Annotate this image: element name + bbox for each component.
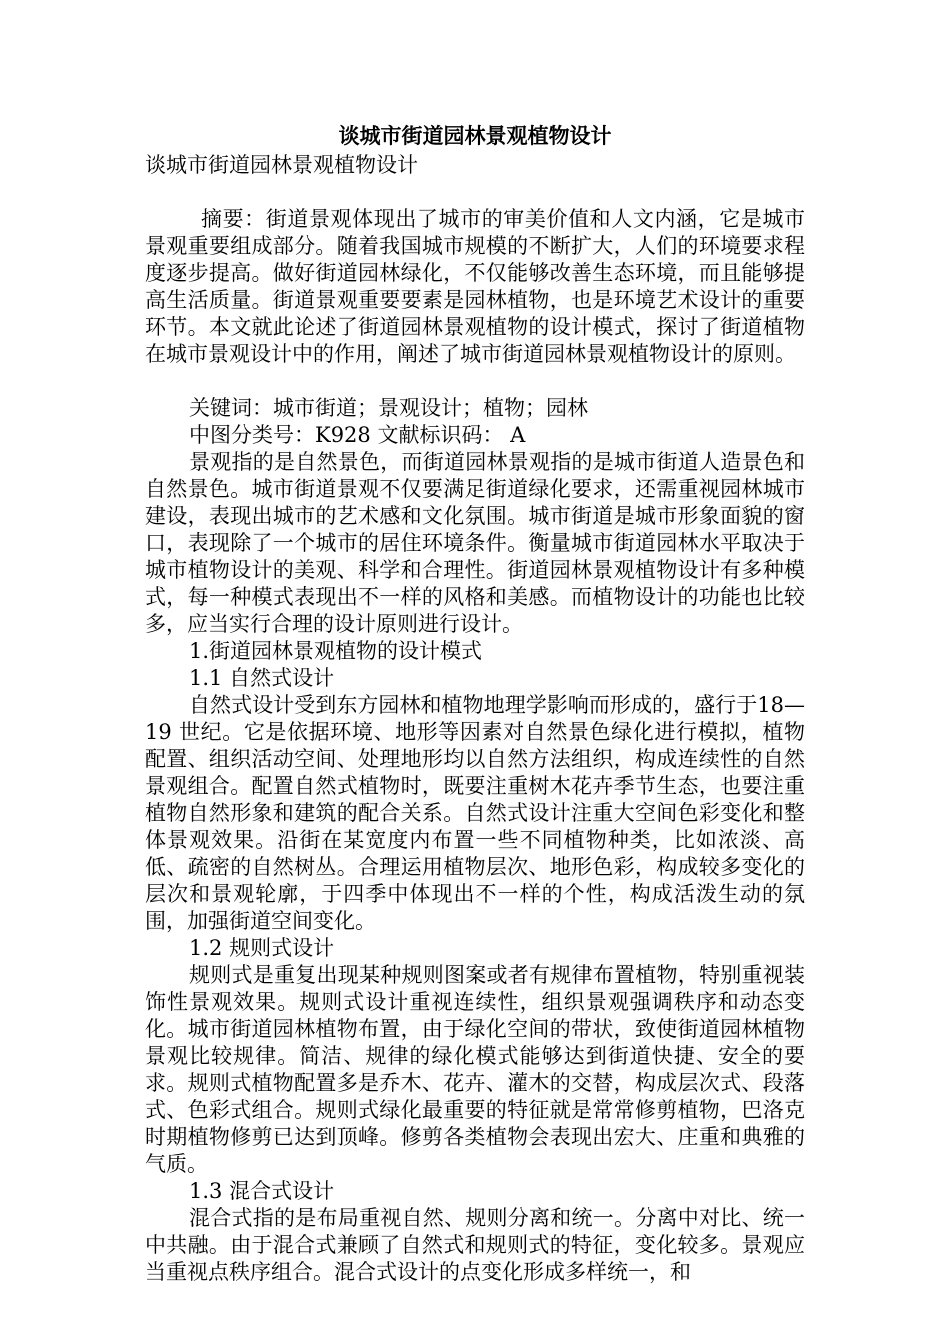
spacer	[145, 368, 805, 395]
document-subtitle: 谈城市街道园林景观植物设计	[145, 153, 418, 177]
section-heading-1: 1.街道园林景观植物的设计模式	[189, 639, 483, 663]
section-heading-1-3: 1.3 混合式设计	[189, 1179, 335, 1203]
classification-line: 中图分类号：K928 文献标识码： A	[189, 423, 526, 447]
section-1-3-body: 混合式指的是布局重视自然、规则分离和统一。分离中对比、统一中共融。由于混合式兼顾了自然式和规则式的特征，变化较多。景观应当重视点秩序组合。混合式设计的点变化形成多样统一，和	[145, 1206, 805, 1284]
section-1-2-body: 规则式是重复出现某种规则图案或者有规律布置植物，特别重视装饰性景观效果。规则式设计重视连续性，组织景观强调秩序和动态变化。城市街道园林植物布置，由于绿化空间的带状，致使街道园林植物景观比较规律。简洁、规律的绿化模式能够达到街道快捷、安全的要求。规则式植物配置多是乔木、花卉、灌木的交替，构成层次式、段落式、色彩式组合。规则式绿化最重要的特征就是常常修剪植物，巴洛克时期植物修剪已达到顶峰。修剪各类植物会表现出宏大、庄重和典雅的气质。	[145, 963, 805, 1176]
spacer	[145, 179, 805, 206]
document-title: 谈城市街道园林景观植物设计	[338, 123, 612, 148]
section-1-1-body: 自然式设计受到东方园林和植物地理学影响而形成的，盛行于18—19 世纪。它是依据环境、地形等因素对自然景色绿化进行模拟，植物配置、组织活动空间、处理地形均以自然方法组织，构成连续性的自然景观组合。配置自然式植物时，既要注重树木花卉季节生态，也要注重植物自然形象和建筑的配合关系。自然式设计注重大空间色彩变化和整体景观效果。沿街在某宽度内布置一些不同植物种类，比如浓淡、高低、疏密的自然树丛。合理运用植物层次、地形色彩，构成较多变化的层次和景观轮廓，于四季中体现出不一样的个性，构成活泼生动的氛围，加强街道空间变化。	[145, 693, 805, 933]
section-heading-1-1: 1.1 自然式设计	[189, 666, 335, 690]
keywords-line: 关键词：城市街道；景观设计；植物；园林	[189, 396, 588, 420]
section-heading-1-2: 1.2 规则式设计	[189, 936, 335, 960]
intro-paragraph: 景观指的是自然景色，而街道园林景观指的是城市街道人造景色和自然景色。城市街道景观不仅要满足街道绿化要求，还需重视园林城市建设，表现出城市的艺术感和文化氛围。城市街道是城市形象面貌的窗口，表现除了一个城市的居住环境条件。衡量城市街道园林水平取决于城市植物设计的美观、科学和合理性。街道园林景观植物设计有多种模式，每一种模式表现出不一样的风格和美感。而植物设计的功能也比较多，应当实行合理的设计原则进行设计。	[145, 450, 805, 636]
abstract-paragraph: 摘要：街道景观体现出了城市的审美价值和人文内涵，它是城市景观重要组成部分。随着我国城市规模的不断扩大，人们的环境要求程度逐步提高。做好街道园林绿化，不仅能够改善生态环境，而且能够提高生活质量。街道景观重要要素是园林植物，也是环境艺术设计的重要环节。本文就此论述了街道园林景观植物的设计模式，探讨了街道植物在城市景观设计中的作用，阐述了城市街道园林景观植物设计的原则。	[145, 207, 805, 366]
document-page	[145, 120, 805, 1286]
